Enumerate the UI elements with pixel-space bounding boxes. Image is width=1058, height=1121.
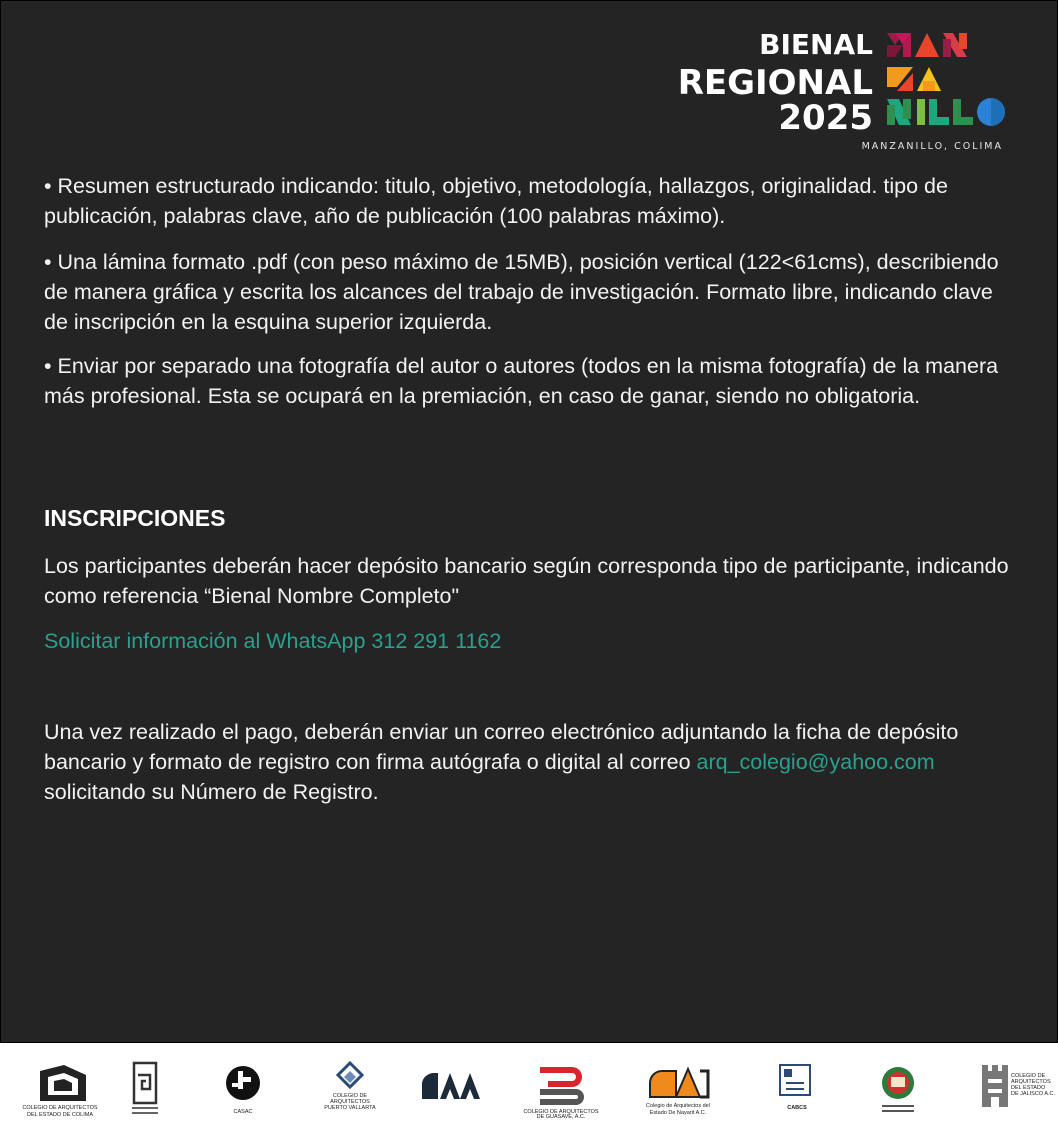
- sponsor-nayarit-caption-1: Colegio de Arquitectos del: [646, 1103, 710, 1109]
- bullet-fotografia: • Enviar por separado una fotografía del autor o autores (todos en la misma fotografía) de la manera más profesional. Esta se ocupará en la premiación, en caso de ganar, siendo no obligatoria.: [44, 354, 999, 408]
- sponsor-vallarta-caption-1: COLEGIO DE: [332, 1093, 368, 1099]
- sponsor-colima-logo: [10, 1061, 110, 1119]
- sponsor-casac-caption: CASAC: [233, 1109, 253, 1115]
- logo-location: MANZANILLO, COLIMA: [861, 141, 1003, 152]
- sponsor-cabcs-caption: CABCS: [787, 1105, 807, 1111]
- sponsor-green-logo: [872, 1061, 924, 1119]
- registration-text-before: Una vez realizado el pago, deberán enviar un correo electrónico adjuntando la ficha de depósito bancario y formato de registro con firma autógrafa o digital al correo: [44, 720, 959, 774]
- bullet-lamina: • Una lámina formato .pdf (con peso máximo de 15MB), posición vertical (122<61cms), describiendo de manera gráfica y escrita los alcances del trabajo de investigación. Formato libre, indicando clave de inscripción en la esquina superior izquierda.: [44, 250, 999, 334]
- sponsor-vallarta-caption-3: PUERTO VALLARTA: [324, 1105, 376, 1111]
- sponsor-jalisco-caption-3: DEL ESTADO: [1011, 1085, 1046, 1091]
- bienal-logo: [677, 29, 1009, 153]
- logo-line-regional: REGIONAL: [677, 63, 873, 103]
- sponsor-nayarit-caption-2: Estado De Nayarit A.C.: [649, 1110, 707, 1116]
- logo-line-year: 2025: [778, 98, 873, 138]
- sponsor-cam-logo: [416, 1061, 488, 1119]
- sponsor-jalisco-caption-4: DE JALISCO A.C.: [1011, 1091, 1056, 1097]
- inscripciones-heading: INSCRIPCIONES: [44, 505, 226, 531]
- whatsapp-link[interactable]: Solicitar información al WhatsApp 312 291 1162: [44, 629, 502, 653]
- sponsor-nayarit-logo: [640, 1061, 716, 1119]
- sponsor-cabcs-logo: [770, 1061, 824, 1119]
- sponsor-guasave-caption-1: COLEGIO DE ARQUITECTOS: [523, 1109, 599, 1115]
- sponsor-guasave-logo: [523, 1061, 599, 1120]
- sponsor-colima-caption-1: COLEGIO DE ARQUITECTOS: [22, 1105, 98, 1111]
- sponsor-jalisco-logo: [978, 1061, 1056, 1119]
- sponsor-guasave-caption-2: DE GUASAVE, A.C.: [536, 1114, 586, 1120]
- inscripciones-paragraph: Los participantes deberán hacer depósito bancario según corresponda tipo de participante, indicando como referencia “Bienal Nombre Completo": [44, 554, 1009, 608]
- sponsor-jalisco-caption-1: COLEGIO DE: [1011, 1073, 1046, 1079]
- logo-line-bienal: BIENAL: [759, 28, 873, 61]
- sponsor-colima-caption-2: DEL ESTADO DE COLIMA: [26, 1112, 94, 1118]
- sponsor-casac-logo: [218, 1061, 268, 1119]
- whatsapp-info[interactable]: [44, 626, 1019, 656]
- sponsor-vallarta-logo: [322, 1061, 378, 1119]
- registration-text-after: solicitando su Número de Registro.: [44, 780, 379, 804]
- sponsor-jalisco-caption-2: ARQUITECTOS: [1011, 1079, 1051, 1085]
- bullet-resumen: • Resumen estructurado indicando: titulo, objetivo, metodología, hallazgos, originalidad. tipo de publicación, palabras clave, año de publicación (100 palabras máximo).: [44, 174, 948, 228]
- registration-paragraph: [44, 717, 1019, 807]
- sponsor-footer: [0, 1043, 1058, 1121]
- sponsor-vallarta-caption-2: ARQUITECTOS: [330, 1099, 370, 1105]
- email-link[interactable]: arq_colegio@yahoo.com: [696, 750, 935, 774]
- sponsor-vertical-logo: [128, 1061, 162, 1119]
- logo-tiles: [887, 33, 1005, 126]
